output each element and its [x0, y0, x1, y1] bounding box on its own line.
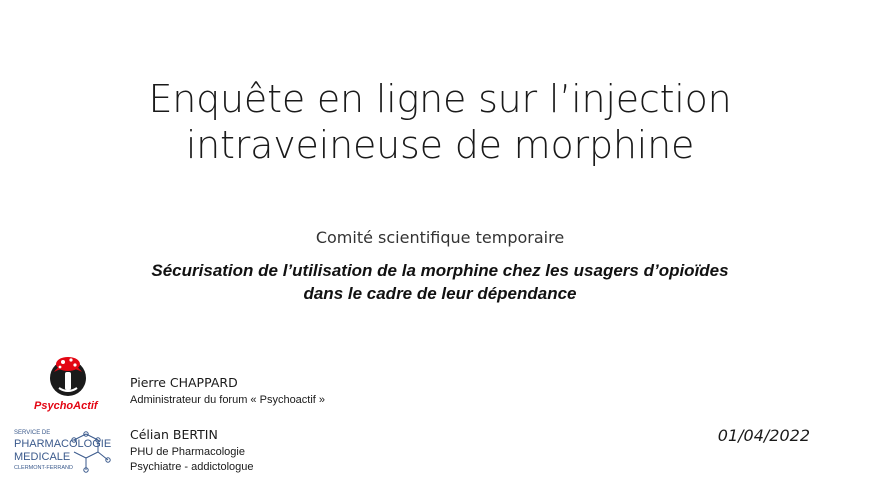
topic-line-1: Sécurisation de l’utilisation de la morphine chez les usagers d’opioïdes — [151, 261, 729, 280]
psychoactif-logo — [26, 354, 120, 418]
author-role-2b: Psychiatre - addictologue — [130, 461, 254, 473]
author-name-1: Pierre CHAPPARD — [130, 375, 238, 390]
molecule-icon — [70, 430, 114, 478]
slide-topic — [80, 259, 800, 305]
author-name-2: Célian BERTIN — [130, 427, 218, 442]
author-role-1: Administrateur du forum « Psychoactif » — [130, 394, 326, 406]
title-line-2: intraveineuse de morphine — [185, 123, 695, 167]
psychoactif-logo-text: PsychoActif — [34, 400, 98, 412]
author-role-2a: PHU de Pharmacologie — [130, 446, 245, 458]
slide-title — [60, 76, 820, 168]
logo-medicale-text: MEDICALE — [14, 451, 71, 463]
logo-service-text: SERVICE DE — [14, 430, 51, 436]
topic-line-2: dans le cadre de leur dépendance — [303, 284, 577, 303]
logo-pharmaco-text: PHARMACOLOGIE — [14, 438, 112, 450]
title-line-1: Enquête en ligne sur l’injection — [148, 77, 732, 121]
logo-city-text: CLERMONT-FERRAND — [14, 465, 73, 471]
slide-subtitle: Comité scientifique temporaire — [315, 228, 565, 247]
slide-date: 01/04/2022 — [717, 426, 810, 445]
pharmacologie-logo — [14, 430, 114, 478]
